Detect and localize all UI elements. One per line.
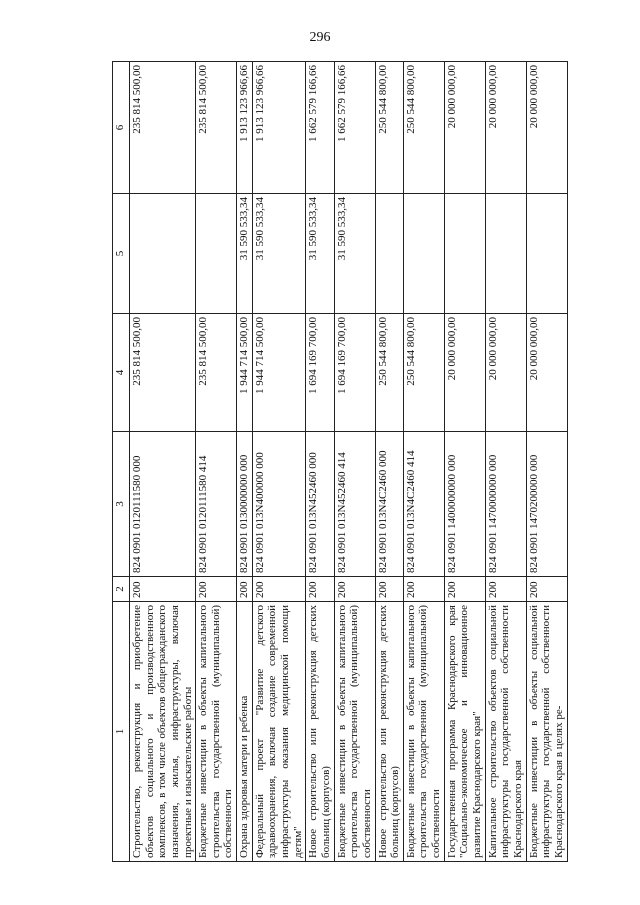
change-cell: 31 590 533,34 — [334, 194, 375, 314]
amount-cell: 1 694 169 700,00 — [306, 314, 334, 432]
column-2-cell: 200 — [375, 577, 403, 602]
code-cell: 824 0901 013N452460 000 — [306, 432, 334, 577]
change-cell: 31 590 533,34 — [252, 194, 306, 314]
name-cell: Строительство, реконструкция и приобретение объектов социального и производственного комплексов, в том числе объектов общегражданского назначения, жилья, инфраструктуры, включая проектные и изыскательские работы — [130, 602, 196, 862]
code-cell: 824 0901 1470000000 000 — [485, 432, 526, 577]
column-2-cell: 200 — [526, 577, 567, 602]
column-2-cell: 200 — [485, 577, 526, 602]
total-cell: 1 913 123 966,66 — [252, 62, 306, 194]
total-cell: 250 544 800,00 — [403, 62, 444, 194]
total-cell: 20 000 000,00 — [485, 62, 526, 194]
table-row — [196, 62, 237, 862]
name-cell: Бюджетные инвестиции в объекты капитального строительства государственной (муниципальной) собственности — [403, 602, 444, 862]
amount-cell: 1 944 714 500,00 — [237, 314, 253, 432]
column-2-cell: 200 — [334, 577, 375, 602]
total-cell: 1 913 123 966,66 — [237, 62, 253, 194]
name-cell: Федеральный проект "Развитие детского здравоохранения, включая создание современной инфраструктуры оказания медицинской помощи детям" — [252, 602, 306, 862]
change-cell: 31 590 533,34 — [237, 194, 253, 314]
table-row — [375, 62, 403, 862]
header-cell: 3 — [113, 432, 130, 577]
name-cell: Государственная программа Краснодарского края "Социально-экономическое и инновационное развитие Краснодарского края" — [444, 602, 485, 862]
code-cell: 824 0901 1400000000 000 — [444, 432, 485, 577]
total-cell: 1 662 579 166,66 — [334, 62, 375, 194]
amount-cell: 1 694 169 700,00 — [334, 314, 375, 432]
change-cell — [403, 194, 444, 314]
code-cell: 824 0901 0120111580 000 — [130, 432, 196, 577]
code-cell: 824 0901 013N452460 414 — [334, 432, 375, 577]
amount-cell: 250 544 800,00 — [403, 314, 444, 432]
code-cell: 824 0901 1470200000 000 — [526, 432, 567, 577]
column-2-cell: 200 — [403, 577, 444, 602]
amount-cell: 235 814 500,00 — [130, 314, 196, 432]
amount-cell: 1 944 714 500,00 — [252, 314, 306, 432]
total-cell: 20 000 000,00 — [444, 62, 485, 194]
header-cell: 2 — [113, 577, 130, 602]
code-cell: 824 0901 0130000000 000 — [237, 432, 253, 577]
name-cell: Охрана здоровья матери и ребенка — [237, 602, 253, 862]
header-cell: 4 — [113, 314, 130, 432]
name-cell: Бюджетные инвестиции в объекты капитального строительства государственной (муниципальной) собственности — [334, 602, 375, 862]
amount-cell: 250 544 800,00 — [375, 314, 403, 432]
column-2-cell: 200 — [444, 577, 485, 602]
header-cell: 1 — [113, 602, 130, 862]
name-cell: Новое строительство или реконструкция детских больниц (корпусов) — [375, 602, 403, 862]
amount-cell: 20 000 000,00 — [526, 314, 567, 432]
name-cell: Бюджетные инвестиции в объекты социальной инфраструктуры государственной собственности Краснодарского края в целях ре- — [526, 602, 567, 862]
change-cell — [130, 194, 196, 314]
table-row — [526, 62, 567, 862]
table-body — [130, 62, 568, 862]
change-cell — [196, 194, 237, 314]
table-row — [306, 62, 334, 862]
column-2-cell: 200 — [130, 577, 196, 602]
change-cell — [375, 194, 403, 314]
name-cell: Новое строительство или реконструкция детских больниц (корпусов) — [306, 602, 334, 862]
code-cell: 824 0901 013N4C2460 414 — [403, 432, 444, 577]
name-cell: Бюджетные инвестиции в объекты капитального строительства государственной (муниципальной) собственности — [196, 602, 237, 862]
table-row — [252, 62, 306, 862]
column-2-cell: 200 — [306, 577, 334, 602]
total-cell: 1 662 579 166,66 — [306, 62, 334, 194]
total-cell: 235 814 500,00 — [130, 62, 196, 194]
code-cell: 824 0901 013N400000 000 — [252, 432, 306, 577]
amount-cell: 20 000 000,00 — [485, 314, 526, 432]
table-header-row — [113, 62, 130, 862]
code-cell: 824 0901 0120111580 414 — [196, 432, 237, 577]
budget-table — [112, 61, 568, 862]
page-number: 296 — [309, 30, 331, 45]
rotated-table-wrapper — [112, 62, 612, 862]
column-2-cell: 200 — [196, 577, 237, 602]
table-row — [334, 62, 375, 862]
table-row — [237, 62, 253, 862]
table-row — [403, 62, 444, 862]
column-2-cell: 200 — [252, 577, 306, 602]
header-cell: 5 — [113, 194, 130, 314]
total-cell: 20 000 000,00 — [526, 62, 567, 194]
change-cell — [485, 194, 526, 314]
header-cell: 6 — [113, 62, 130, 194]
change-cell — [526, 194, 567, 314]
change-cell: 31 590 533,34 — [306, 194, 334, 314]
code-cell: 824 0901 013N4C2460 000 — [375, 432, 403, 577]
name-cell: Капитальное строительство объектов социальной инфраструктуры государственной собственности Краснодарского края — [485, 602, 526, 862]
column-2-cell: 200 — [237, 577, 253, 602]
amount-cell: 20 000 000,00 — [444, 314, 485, 432]
amount-cell: 235 814 500,00 — [196, 314, 237, 432]
change-cell — [444, 194, 485, 314]
table-row — [444, 62, 485, 862]
table-row — [130, 62, 196, 862]
total-cell: 250 544 800,00 — [375, 62, 403, 194]
table-row — [485, 62, 526, 862]
total-cell: 235 814 500,00 — [196, 62, 237, 194]
